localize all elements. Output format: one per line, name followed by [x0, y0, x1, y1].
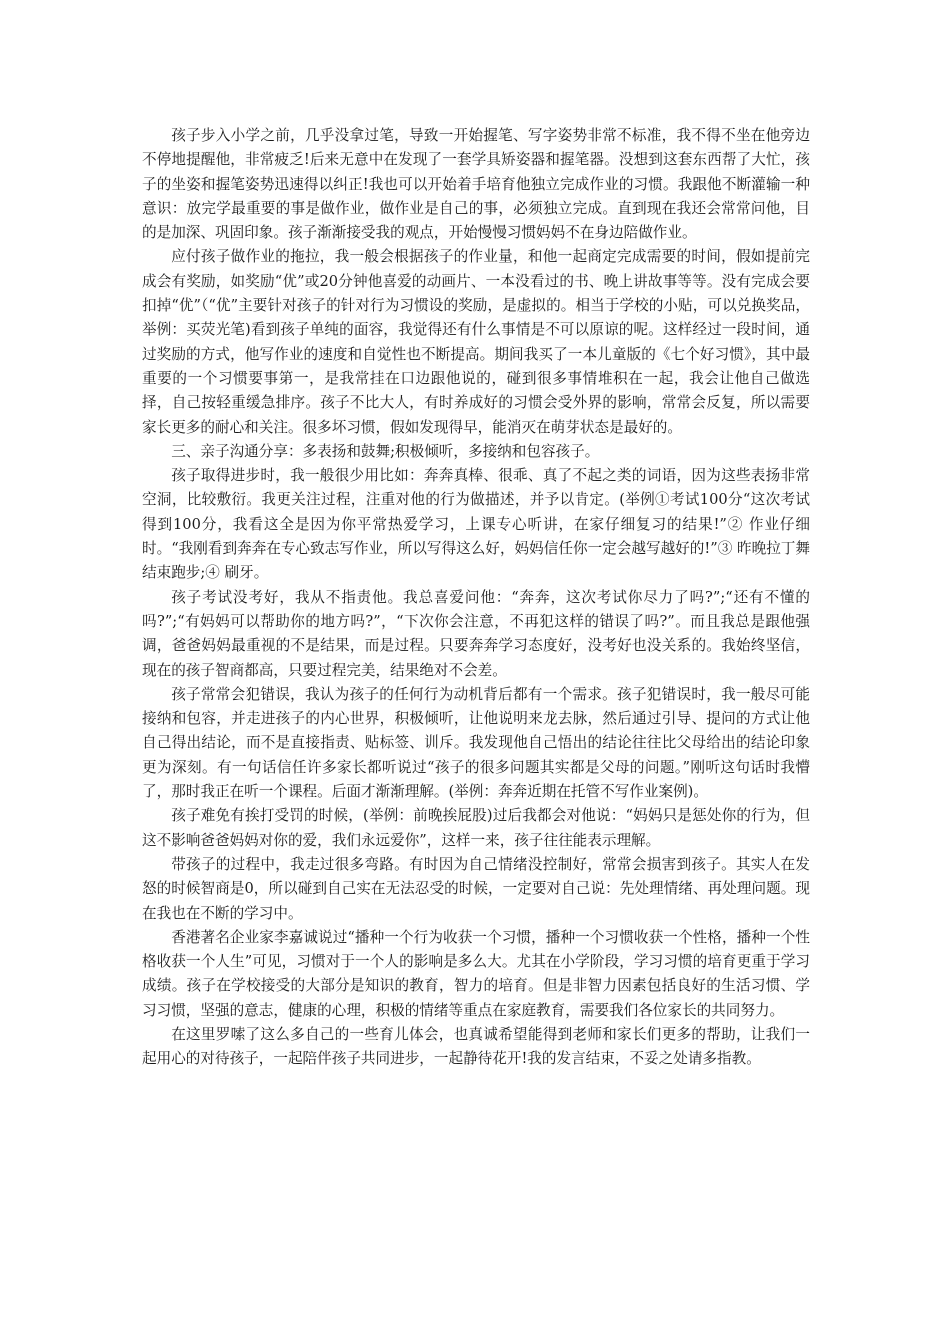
paragraph-mistakes: 孩子常常会犯错误，我认为孩子的任何行为动机背后都有一个需求。孩子犯错误时，我一般尽可能接纳和包容，并走进孩子的内心世界，积极倾听，让他说明来龙去脉，然后通过引导、提问的方式让他自己得出结论，而不是直接指责、贴标签、训斥。我发现他自己悟出的结论往往比父母给出的结论印象更为深刻。有一句话信任许多家长都听说过“孩子的很多问题其实都是父母的问题。”刚听这句话时我懵了，那时我正在听一个课程。后面才渐渐理解。(举例：奔奔近期在托管不写作业案例)。 — [142, 685, 810, 801]
paragraph-emotions: 带孩子的过程中，我走过很多弯路。有时因为自己情绪没控制好，常常会损害到孩子。其实人在发怒的时候智商是0，所以碰到自己实在无法忍受的时候，一定要对自己说：先处理情绪、再处理问题。现在我也在不断的学习中。 — [142, 855, 810, 922]
paragraph-punishment: 孩子难免有挨打受罚的时候，(举例：前晚挨屁股)过后我都会对他说：“妈妈只是惩处你的行为，但这不影响爸爸妈妈对你的爱，我们永远爱你”，这样一来，孩子往往能表示理解。 — [142, 807, 810, 849]
paragraph-closing: 在这里罗嗦了这么多自己的一些育儿体会，也真诚希望能得到老师和家长们更多的帮助，让我们一起用心的对待孩子，一起陪伴孩子共同进步，一起静待花开!我的发言结束，不妥之处请多指教。 — [142, 1025, 810, 1068]
paragraph-praise: 孩子取得进步时，我一般很少用比如：奔奔真棒、很乖、真了不起之类的词语，因为这些表扬非常空洞，比较敷衍。我更关注过程，注重对他的行为做描述，并予以肯定。(举例①考试100分“这次考试得到100分，我看这全是因为你平常热爱学习，上课专心听讲，在家仔细复习的结果!”② 作业仔细时。“我刚看到奔奔在专心致志写作业，所以写得这么好，妈妈信任你一定会越写越好的!”③ 昨晚拉丁舞结束跑步;④ 刷牙。 — [142, 467, 810, 582]
paragraph-exam: 孩子考试没考好，我从不指责他。我总喜爱问他：“奔奔，这次考试你尽力了吗?”;“还有不懂的吗?”;“有妈妈可以帮助你的地方吗?”，“下次你会注意，不再犯这样的错误了吗?”。而且我总是跟他强调，爸爸妈妈最重视的不是结果，而是过程。只要奔奔学习态度好，没考好也没关系的。我始终坚信，现在的孩子智商都高，只要过程完美，结果绝对不会差。 — [142, 588, 810, 679]
paragraph-homework-habit: 孩子步入小学之前，几乎没拿过笔，导致一开始握笔、写字姿势非常不标准，我不得不坐在他旁边不停地提醒他，非常疲乏!后来无意中在发现了一套学具矫姿器和握笔器。没想到这套东西帮了大忙，孩子的坐姿和握笔姿势迅速得以纠正!我也可以开始着手培育他独立完成作业的习惯。我跟他不断灌输一种意识：放完学最重要的事是做作业，做作业是自己的事，必须独立完成。直到现在我还会常常问他，目的是加深、巩固印象。孩子渐渐接受我的观点，开始慢慢习惯妈妈不在身边陪做作业。 — [142, 127, 810, 242]
paragraph-quote: 香港著名企业家李嘉诚说过“播种一个行为收获一个习惯，播种一个习惯收获一个性格，播种一个性格收获一个人生”可见，习惯对于一个人的影响是多么大。尤其在小学阶段，学习习惯的培育更重于学习成绩。孩子在学校接受的大部分是知识的教育，智力的培育。但是非智力因素包括良好的生活习惯、学习习惯，坚强的意志，健康的心理，积极的情绪等重点在家庭教育，需要我们各位家长的共同努力。 — [142, 928, 810, 1019]
document-body — [142, 124, 810, 1072]
paragraph-procrastination: 应付孩子做作业的拖拉，我一般会根据孩子的作业量，和他一起商定完成需要的时间，假如提前完成会有奖励，如奖励“优”或20分钟他喜爱的动画片、一本没看过的书、晚上讲故事等等。没有完成会要扣掉“优”（“优”主要针对孩子的针对行为习惯设的奖励，是虚拟的。相当于学校的小贴，可以兑换奖品，举例：买荧光笔)看到孩子单纯的面容，我觉得还有什么事情是不可以原谅的呢。这样经过一段时间，通过奖励的方式，他写作业的速度和自觉性也不断提高。期间我买了一本儿童版的《七个好习惯》，其中最重要的一个习惯要事第一，是我常挂在口边跟他说的，碰到很多事情堆积在一起，我会让他自己做选择，自己按轻重缓急排序。孩子不比大人，有时养成好的习惯会受外界的影响，常常会反复，所以需要家长更多的耐心和关注。很多坏习惯，假如发现得早，能消灭在萌芽状态是最好的。 — [142, 248, 810, 436]
section-heading-communication: 三、亲子沟通分享：多表扬和鼓舞;积极倾听，多接纳和包容孩子。 — [171, 442, 600, 460]
